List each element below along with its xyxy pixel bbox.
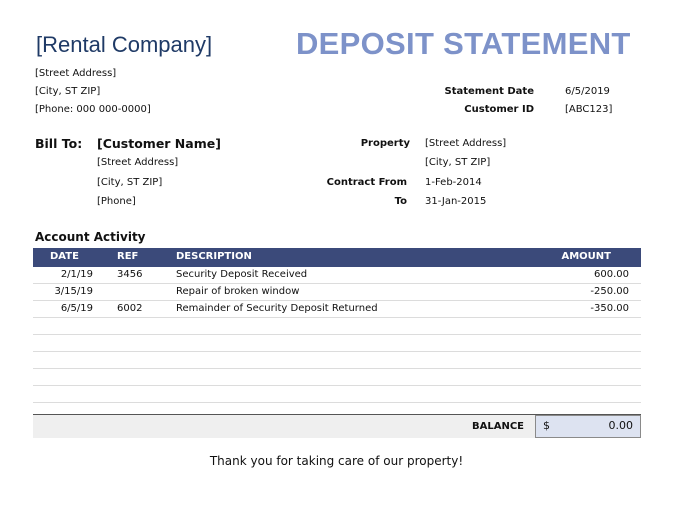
thank-you-note: Thank you for taking care of our property! xyxy=(209,454,464,468)
column-date: DATE xyxy=(50,251,79,262)
company-city: [City, ST ZIP] xyxy=(35,86,101,97)
bill-to-label: Bill To: xyxy=(35,136,83,151)
table-row xyxy=(33,318,641,335)
property-city: [City, ST ZIP] xyxy=(425,157,491,168)
row-amount: -250.00 xyxy=(590,286,629,297)
customer-name: [Customer Name] xyxy=(97,136,221,151)
row-date: 6/5/19 xyxy=(60,303,93,314)
row-description: Remainder of Security Deposit Returned xyxy=(176,303,378,314)
company-phone: [Phone: 000 000-0000] xyxy=(35,104,151,115)
contract-from-label: Contract From xyxy=(326,177,407,188)
row-ref: 6002 xyxy=(117,303,143,314)
row-date: 3/15/19 xyxy=(54,286,93,297)
row-description: Security Deposit Received xyxy=(176,269,308,280)
balance-box xyxy=(535,415,641,438)
contract-to-value: 31-Jan-2015 xyxy=(425,196,487,207)
customer-id-label: Customer ID xyxy=(464,104,534,115)
balance-bar xyxy=(33,414,641,438)
customer-city: [City, ST ZIP] xyxy=(97,177,163,188)
row-ref: 3456 xyxy=(117,269,143,280)
column-description: DESCRIPTION xyxy=(176,251,252,262)
table-row xyxy=(33,352,641,369)
statement-date-label: Statement Date xyxy=(444,86,534,97)
property-street: [Street Address] xyxy=(425,138,507,149)
page-title: DEPOSIT STATEMENT xyxy=(296,26,631,61)
activity-table xyxy=(33,248,641,420)
company-street: [Street Address] xyxy=(35,68,117,79)
table-row xyxy=(33,369,641,386)
table-row xyxy=(33,386,641,403)
column-amount: AMOUNT xyxy=(561,251,611,262)
statement-date-value: 6/5/2019 xyxy=(565,86,610,97)
balance-label: BALANCE xyxy=(471,421,524,432)
row-amount: 600.00 xyxy=(594,269,629,280)
balance-currency: $ xyxy=(543,419,550,432)
customer-phone: [Phone] xyxy=(97,196,136,207)
activity-table-header xyxy=(33,248,641,267)
table-row xyxy=(33,301,641,318)
row-amount: -350.00 xyxy=(590,303,629,314)
row-description: Repair of broken window xyxy=(176,286,300,297)
table-row xyxy=(33,267,641,284)
table-row xyxy=(33,335,641,352)
balance-value: 0.00 xyxy=(608,419,633,432)
contract-from-value: 1-Feb-2014 xyxy=(425,177,482,188)
customer-id-value: [ABC123] xyxy=(565,104,613,115)
property-label: Property xyxy=(360,138,410,149)
column-ref: REF xyxy=(117,251,139,262)
contract-to-label: To xyxy=(394,196,407,207)
customer-street: [Street Address] xyxy=(97,157,179,168)
table-row xyxy=(33,284,641,301)
account-activity-heading: Account Activity xyxy=(35,230,146,244)
row-date: 2/1/19 xyxy=(60,269,93,280)
company-name: [Rental Company] xyxy=(36,32,213,57)
